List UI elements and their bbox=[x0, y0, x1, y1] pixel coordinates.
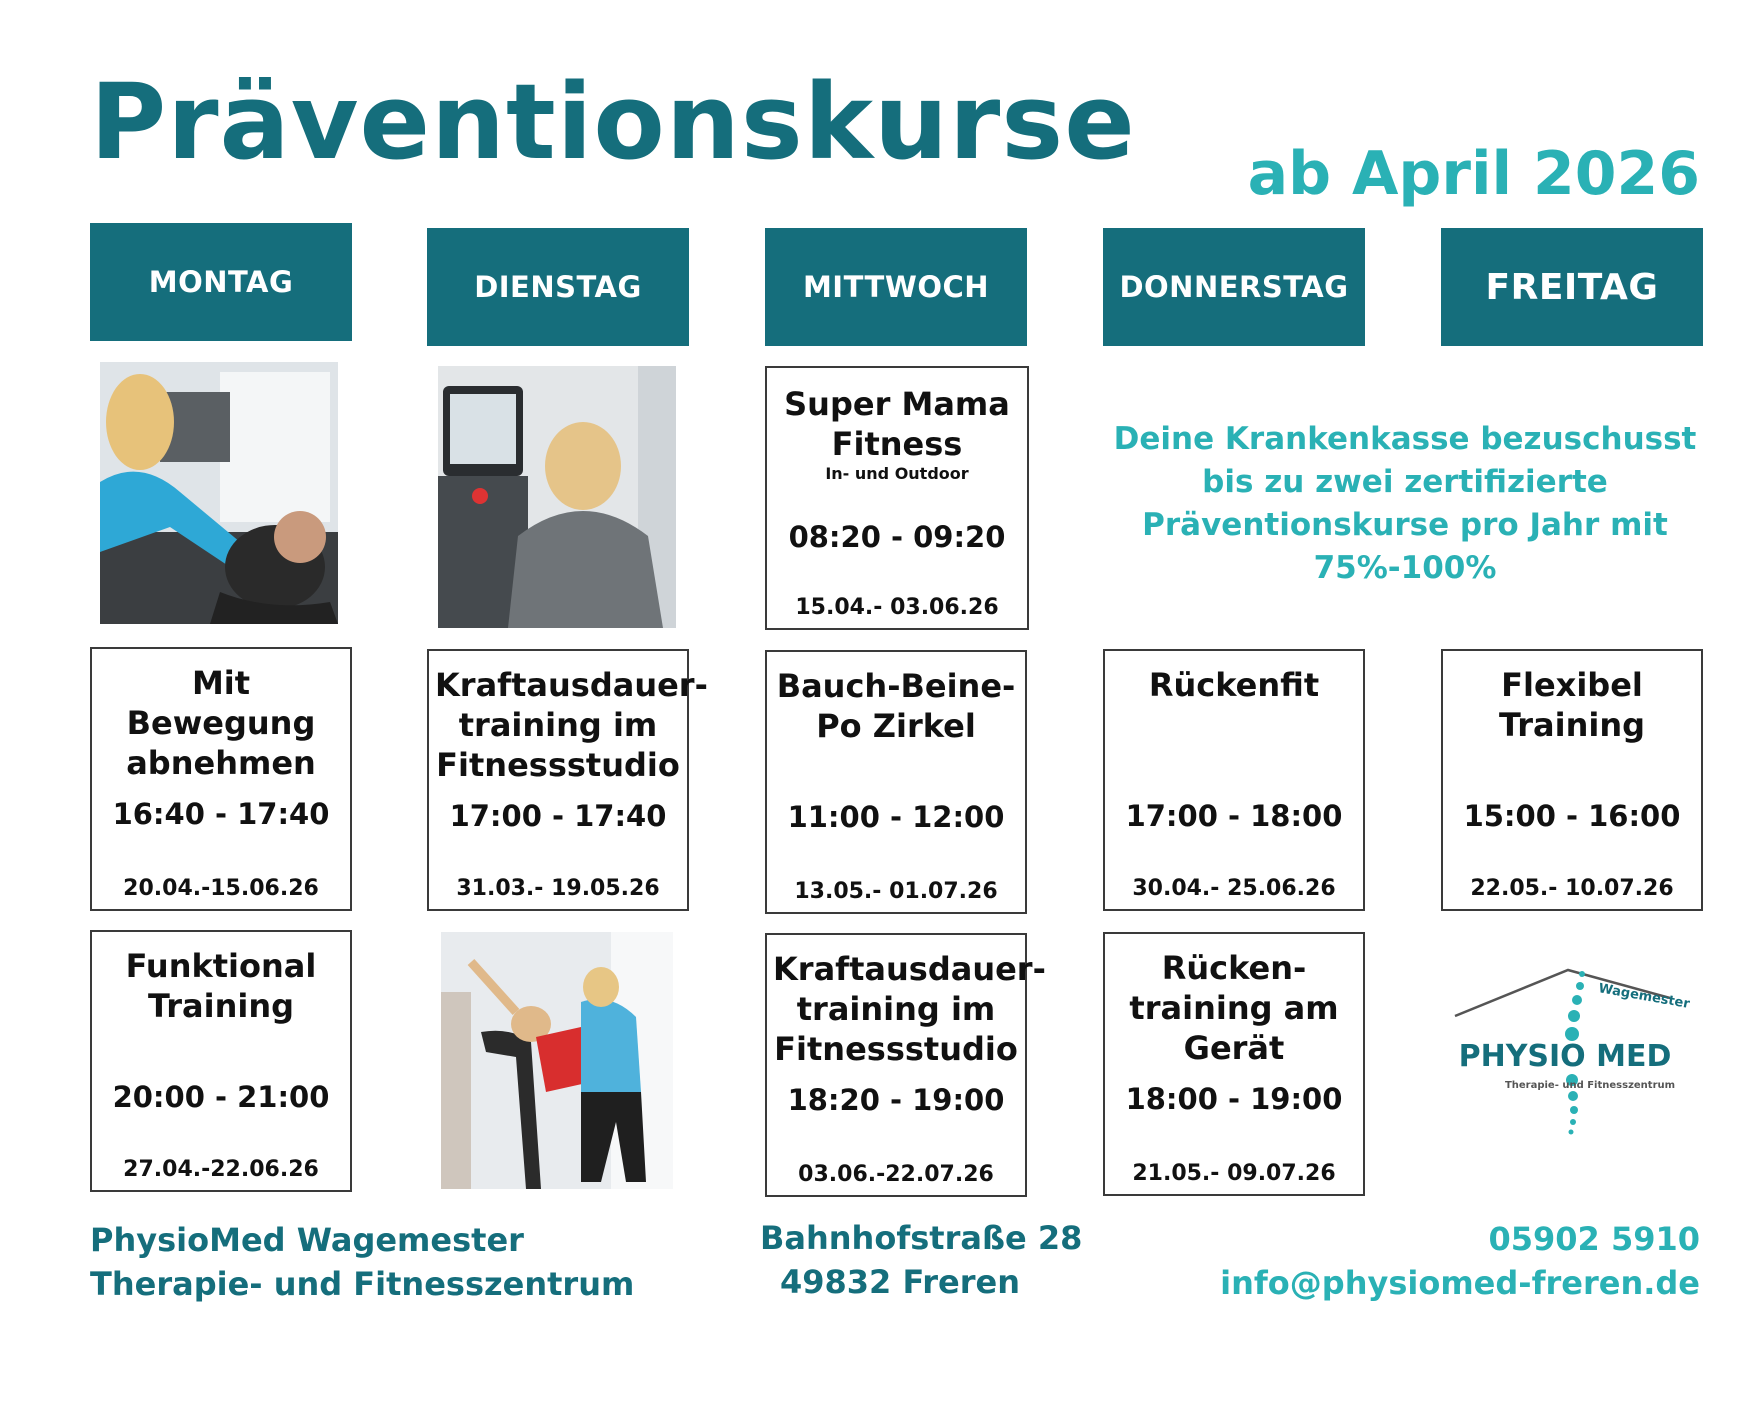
course-time: 16:40 - 17:40 bbox=[112, 797, 330, 831]
subsidy-info: Deine Krankenkasse bezuschusst bis zu zwei zertifizierte Präventionskurse pro Jahr mit 75%-100% bbox=[1113, 421, 1697, 586]
page-title: Präventionskurse bbox=[90, 61, 1136, 183]
course-card-rueckenfit bbox=[1103, 649, 1365, 911]
course-title: Kraftausdauer-training im Fitnessstudio bbox=[435, 666, 708, 784]
footer-company-tagline: Therapie- und Fitnesszentrum bbox=[90, 1265, 635, 1303]
course-subtitle: In- und Outdoor bbox=[825, 464, 969, 483]
course-title: Kraftausdauer-training im Fitnessstudio bbox=[773, 950, 1046, 1068]
course-card-ruecken-geraet bbox=[1103, 932, 1365, 1196]
course-card-bauch-beine-po bbox=[765, 650, 1027, 914]
course-card-kraftausdauer-mi bbox=[765, 933, 1046, 1197]
day-header-friday: FREITAG bbox=[1441, 228, 1703, 346]
course-time: 15:00 - 16:00 bbox=[1463, 799, 1681, 833]
logo-tagline: Therapie- und Fitnesszentrum bbox=[1504, 1080, 1676, 1091]
footer-street: Bahnhofstraße 28 bbox=[760, 1219, 1083, 1257]
photo-trainer-stretching bbox=[100, 362, 338, 624]
course-time: 08:20 - 09:20 bbox=[788, 520, 1006, 554]
day-header-tuesday: DIENSTAG bbox=[427, 228, 689, 346]
course-dates: 30.04.- 25.06.26 bbox=[1132, 876, 1336, 901]
course-time: 20:00 - 21:00 bbox=[112, 1080, 330, 1114]
course-time: 17:00 - 18:00 bbox=[1125, 799, 1343, 833]
course-card-funktional bbox=[90, 930, 352, 1192]
course-card-mit-bewegung bbox=[90, 647, 352, 911]
course-time: 18:00 - 19:00 bbox=[1125, 1082, 1343, 1116]
course-dates: 20.04.-15.06.26 bbox=[123, 876, 319, 901]
course-card-flexibel bbox=[1441, 649, 1703, 911]
course-dates: 15.04.- 03.06.26 bbox=[795, 595, 999, 620]
page-subtitle: ab April 2026 bbox=[1247, 139, 1700, 209]
course-title: Rückenfit bbox=[1148, 666, 1320, 704]
day-header-thursday: DONNERSTAG bbox=[1103, 228, 1365, 346]
course-time: 17:00 - 17:40 bbox=[449, 799, 667, 833]
footer-email[interactable]: info@physiomed-freren.de bbox=[1220, 1264, 1700, 1302]
footer-city: 49832 Freren bbox=[779, 1263, 1021, 1301]
footer-address bbox=[760, 1216, 1083, 1304]
course-dates: 21.05.- 09.07.26 bbox=[1132, 1161, 1336, 1186]
course-title: Mit Bewegung abnehmen bbox=[126, 664, 316, 782]
course-time: 11:00 - 12:00 bbox=[787, 800, 1005, 834]
day-header-wednesday: MITTWOCH bbox=[765, 228, 1027, 346]
course-dates: 13.05.- 01.07.26 bbox=[794, 879, 998, 904]
physiomed-logo bbox=[1440, 958, 1690, 1148]
course-dates: 27.04.-22.06.26 bbox=[123, 1157, 319, 1182]
logo-top-text: Wagemester bbox=[1597, 981, 1690, 1012]
course-card-super-mama bbox=[765, 366, 1029, 630]
course-title: Rücken-training am Gerät bbox=[1129, 949, 1339, 1067]
course-dates: 31.03.- 19.05.26 bbox=[456, 876, 660, 901]
footer-contact bbox=[1220, 1217, 1700, 1305]
course-dates: 22.05.- 10.07.26 bbox=[1470, 876, 1674, 901]
course-title: Flexibel Training bbox=[1498, 666, 1646, 744]
course-card-kraftausdauer-di bbox=[427, 649, 708, 911]
course-title: Funktional Training bbox=[125, 947, 317, 1025]
course-dates: 03.06.-22.07.26 bbox=[798, 1162, 994, 1187]
photo-woman-on-machine bbox=[438, 366, 676, 628]
logo-name: PHYSIO MED bbox=[1458, 1039, 1672, 1074]
footer-phone[interactable]: 05902 5910 bbox=[1488, 1220, 1700, 1258]
footer-company bbox=[90, 1218, 634, 1306]
day-header-monday: MONTAG bbox=[90, 223, 352, 341]
course-title: Super Mama Fitness bbox=[784, 385, 1010, 463]
course-title: Bauch-Beine-Po Zirkel bbox=[776, 667, 1016, 745]
course-time: 18:20 - 19:00 bbox=[787, 1083, 1005, 1117]
footer-company-name: PhysioMed Wagemester bbox=[90, 1221, 524, 1259]
photo-side-stretch bbox=[441, 932, 673, 1189]
